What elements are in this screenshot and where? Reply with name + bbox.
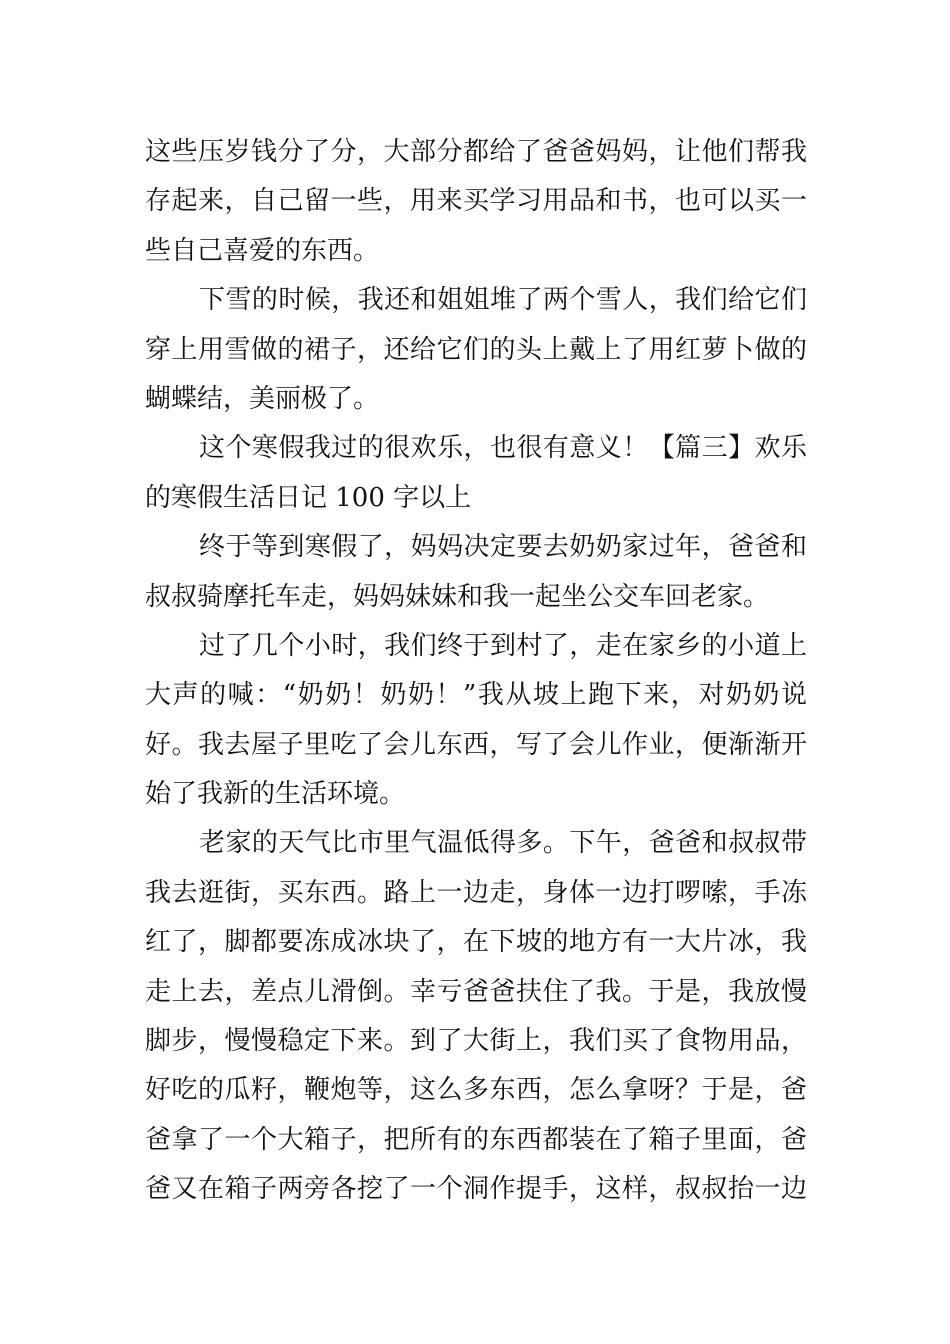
- text-line: 爸拿了一个大箱子，把所有的东西都装在了箱子里面，爸: [145, 1124, 807, 1155]
- text-line: 我去逛街，买东西。路上一边走，身体一边打啰嗦，手冻: [145, 877, 807, 908]
- text-line: 终于等到寒假了，妈妈决定要去奶奶家过年，爸爸和: [199, 532, 807, 563]
- text-line: 大声的喊：“奶奶！奶奶！”我从坡上跑下来，对奶奶说: [145, 680, 807, 711]
- text-line: 走上去，差点儿滑倒。幸亏爸爸扶住了我。于是，我放慢: [145, 976, 807, 1007]
- text-line: 下雪的时候，我还和姐姐堆了两个雪人，我们给它们: [199, 285, 807, 316]
- text-line: 存起来，自己留一些，用来买学习用品和书，也可以买一: [145, 186, 807, 217]
- text-line: 叔叔骑摩托车走，妈妈妹妹和我一起坐公交车回老家。: [145, 581, 770, 612]
- text-line: 蝴蝶结，美丽极了。: [145, 383, 380, 414]
- text-line: 这些压岁钱分了分，大部分都给了爸爸妈妈，让他们帮我: [145, 137, 807, 167]
- text-line: 这个寒假我过的很欢乐，也很有意义！【篇三】欢乐: [199, 433, 807, 464]
- text-line: 过了几个小时，我们终于到村了，走在家乡的小道上: [199, 630, 807, 661]
- text-line: 爸又在箱子两旁各挖了一个洞作提手，这样，叔叔抬一边: [145, 1174, 807, 1205]
- text-line: 的寒假生活日记 100 字以上: [145, 482, 472, 513]
- text-line: 红了，脚都要冻成冰块了，在下坡的地方有一大片冰，我: [145, 927, 807, 958]
- text-line: 些自己喜爱的东西。: [145, 235, 380, 266]
- text-line: 穿上用雪做的裙子，还给它们的头上戴上了用红萝卜做的: [145, 334, 807, 365]
- text-line: 老家的天气比市里气温低得多。下午，爸爸和叔叔带: [199, 828, 807, 859]
- body-text: [145, 128, 807, 1215]
- text-line: 好。我去屋子里吃了会儿东西，写了会儿作业，便渐渐开: [145, 729, 807, 760]
- text-line: 好吃的瓜籽，鞭炮等，这么多东西，怎么拿呀？于是，爸: [145, 1075, 807, 1106]
- text-line: 脚步，慢慢稳定下来。到了大街上，我们买了食物用品，: [145, 1026, 807, 1057]
- text-line: 始了我新的生活环境。: [145, 779, 406, 810]
